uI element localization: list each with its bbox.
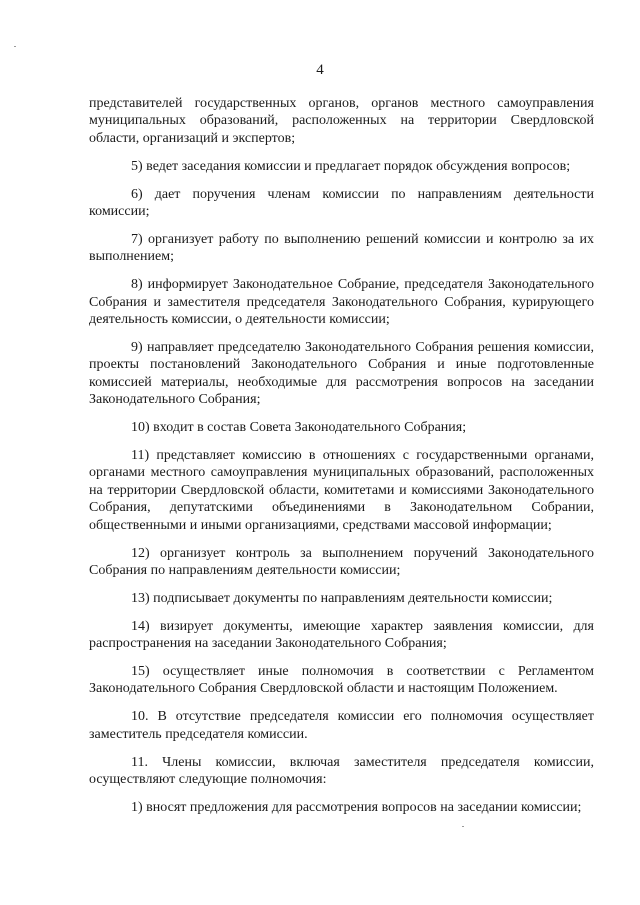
paragraph-item-15: 15) осуществляет иные полномочия в соответствии с Регламентом Законодательного Собрания Свердловской области и настоящим Положением. [89,664,594,697]
paragraph-item-11: 11) представляет комиссию в отношениях с государственными органами, органами местного самоуправления муниципальных образований, расположенных на территории Свердловской области, комитетами и комиссиями Законодательного Собрания, депутатскими объединениями в Законодательном Собрании, общественными и иными организациями, средствами массовой информации; [89,448,594,533]
document-body [89,95,594,827]
paragraph-section-11: 11. Члены комиссии, включая заместителя председателя комиссии, осуществляют следующие полномочия: [89,754,594,788]
paragraph-item-8: 8) информирует Законодательное Собрание, председателя Законодательного Собрания и заместителя председателя Законодательного Собрания, курирующего деятельность комиссии, о деятельности комиссии; [89,277,594,328]
paragraph-item-14: 14) визирует документы, имеющие характер заявления комиссии, для распространения на заседании Законодательного Собрания; [89,618,594,652]
scan-speck [14,46,16,47]
paragraph-section-10: 10. В отсутствие председателя комиссии его полномочия осуществляет заместитель председателя комиссии. [89,709,594,742]
page-number: 4 [316,62,324,78]
paragraph-item-13: 13) подписывает документы по направлениям деятельности комиссии; [131,590,553,606]
scan-speck [462,826,464,827]
paragraph-item-12: 12) организует контроль за выполнением поручений Законодательного Собрания по направлениям деятельности комиссии; [89,545,594,578]
paragraph-item-7: 7) организует работу по выполнению решений комиссии и контролю за их выполнением; [89,231,594,265]
paragraph-continuation: представителей государственных органов, органов местного самоуправления муниципальных образований, расположенных на территории Свердловской области, организаций и экспертов; [89,96,594,146]
paragraph-item-10: 10) входит в состав Совета Законодательного Собрания; [131,420,467,436]
paragraph-subitem-1: 1) вносят предложения для рассмотрения вопросов на заседании комиссии; [131,800,582,815]
paragraph-item-9: 9) направляет председателю Законодательного Собрания решения комиссии, проекты постановлений Законодательного Собрания и иные подготовленные комиссией материалы, необходимые для рассмотрения вопросов на заседании Законодательного Собрания; [89,339,594,408]
paragraph-item-5: 5) ведет заседания комиссии и предлагает порядок обсуждения вопросов; [131,158,571,174]
paragraph-item-6: 6) дает поручения членам комиссии по направлениям деятельности комиссии; [89,186,594,220]
